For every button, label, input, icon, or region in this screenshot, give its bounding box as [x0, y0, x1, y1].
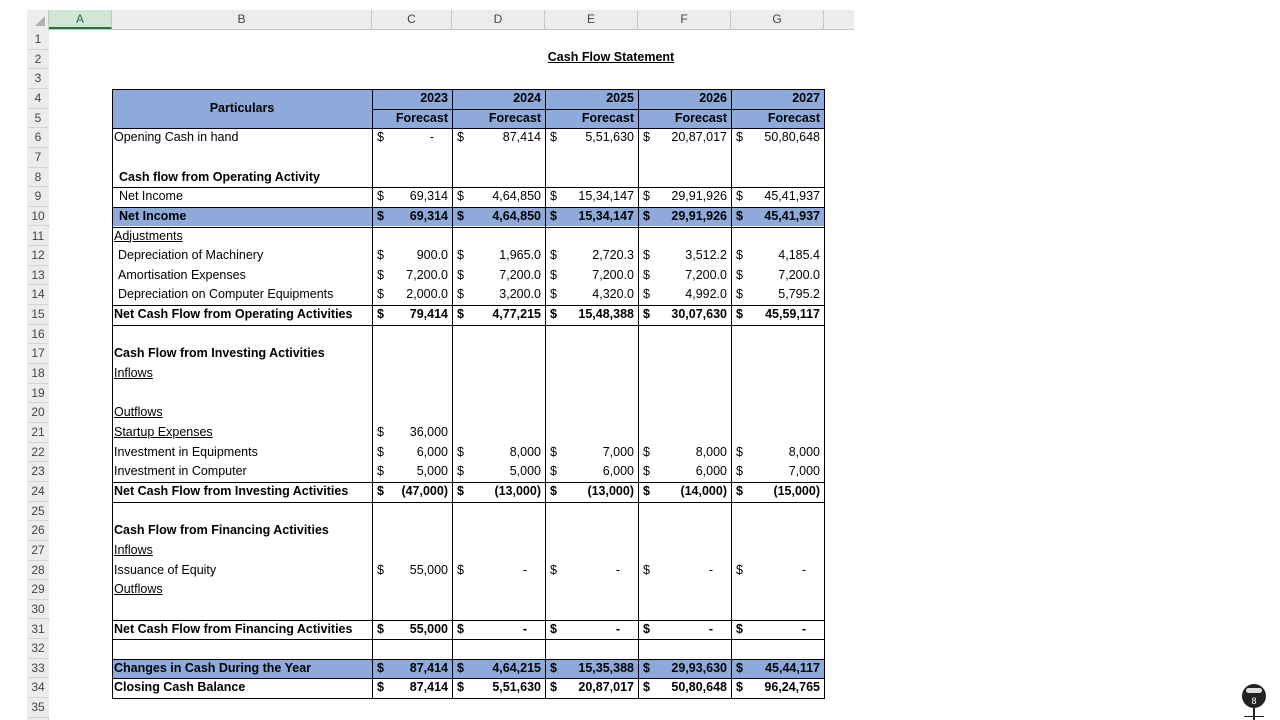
currency-sign-r14-c0: $ — [377, 287, 384, 302]
currency-sign-r12-c0: $ — [377, 248, 384, 263]
value-r28-c3[interactable]: - — [708, 562, 713, 577]
currency-sign-r31-c3: $ — [643, 621, 650, 636]
forecast-label-2026[interactable]: Forecast — [674, 110, 727, 125]
currency-sign-r9-c4: $ — [736, 189, 743, 204]
value-r31-c1[interactable]: - — [522, 621, 527, 636]
row-header-14[interactable]: 14 — [27, 285, 49, 305]
line-label-row-34[interactable]: Closing Cash Balance — [114, 680, 246, 695]
row-header-28[interactable]: 28 — [27, 561, 49, 581]
row-border-15 — [112, 305, 825, 306]
year-header-2027[interactable]: 2027 — [792, 90, 820, 105]
currency-sign-r23-c4: $ — [736, 464, 743, 479]
value-r9-c2[interactable]: 15,34,147 — [578, 189, 634, 204]
header-bottom-border — [112, 128, 825, 129]
value-r12-c3[interactable]: 3,512.2 — [685, 248, 727, 263]
line-label-row-9[interactable]: Net Income — [119, 189, 183, 204]
value-r28-c1[interactable]: - — [522, 562, 527, 577]
currency-sign-r22-c0: $ — [377, 444, 384, 459]
year-header-2026[interactable]: 2026 — [699, 90, 727, 105]
currency-sign-r12-c3: $ — [643, 248, 650, 263]
row-header-22[interactable]: 22 — [27, 443, 49, 463]
value-r12-c2[interactable]: 2,720.3 — [592, 248, 634, 263]
value-r31-c2[interactable]: - — [615, 621, 620, 636]
value-r34-c2[interactable]: 20,87,017 — [578, 680, 634, 695]
row-header-24[interactable]: 24 — [27, 482, 49, 502]
value-r6-c3[interactable]: 20,87,017 — [671, 130, 727, 145]
currency-sign-r22-c2: $ — [550, 444, 557, 459]
value-r34-c4[interactable]: 96,24,765 — [764, 680, 820, 695]
value-r23-c3[interactable]: 6,000 — [695, 464, 727, 479]
value-r22-c3[interactable]: 8,000 — [695, 444, 727, 459]
currency-sign-r31-c4: $ — [736, 621, 743, 636]
value-r33-c1[interactable]: 4,64,215 — [492, 660, 541, 675]
currency-sign-r31-c0: $ — [377, 621, 384, 636]
currency-sign-r33-c1: $ — [457, 660, 464, 675]
row-header-35[interactable]: 35 — [27, 698, 49, 718]
row-border-33 — [112, 659, 825, 660]
value-r10-c3[interactable]: 29,91,926 — [671, 208, 727, 223]
currency-sign-r14-c4: $ — [736, 287, 743, 302]
select-all-corner[interactable] — [27, 10, 49, 29]
line-label-row-15[interactable]: Net Cash Flow from Operating Activities — [114, 307, 353, 322]
line-label-row-13[interactable]: Amortisation Expenses — [118, 267, 246, 282]
col-border-372 — [372, 89, 373, 698]
value-r15-c0[interactable]: 79,414 — [409, 307, 448, 322]
value-r34-c1[interactable]: 5,51,630 — [492, 680, 541, 695]
line-label-row-6[interactable]: Opening Cash in hand — [114, 130, 239, 145]
column-header-f[interactable]: F — [638, 10, 731, 29]
currency-sign-r22-c4: $ — [736, 444, 743, 459]
particulars-header[interactable]: Particulars — [209, 100, 275, 115]
forecast-label-2023[interactable]: Forecast — [395, 110, 448, 125]
value-r14-c0[interactable]: 2,000.0 — [406, 287, 448, 302]
currency-sign-r13-c1: $ — [457, 267, 464, 282]
currency-sign-r10-c3: $ — [643, 208, 650, 223]
line-label-row-8[interactable]: Cash flow from Operating Activity — [119, 169, 320, 184]
col-border-545 — [545, 89, 546, 698]
currency-sign-r15-c4: $ — [736, 307, 743, 322]
col-border-638 — [638, 89, 639, 698]
value-r15-c4[interactable]: 45,59,117 — [765, 307, 820, 322]
year-forecast-divider — [372, 109, 825, 110]
row-header-13[interactable]: 13 — [27, 266, 49, 286]
currency-sign-r28-c1: $ — [457, 562, 464, 577]
row-header-31[interactable]: 31 — [27, 620, 49, 640]
value-r24-c3[interactable]: (14,000) — [680, 483, 727, 498]
currency-sign-r22-c1: $ — [457, 444, 464, 459]
value-r23-c1[interactable]: 5,000 — [509, 464, 541, 479]
value-r10-c2[interactable]: 15,34,147 — [578, 208, 634, 223]
currency-sign-r15-c0: $ — [377, 307, 384, 322]
currency-sign-r23-c2: $ — [550, 464, 557, 479]
row-header-4[interactable]: 4 — [27, 89, 49, 109]
row-header-18[interactable]: 18 — [27, 364, 49, 384]
row-border-9-top — [112, 187, 825, 188]
row-border-10 — [112, 207, 825, 208]
value-r33-c3[interactable]: 29,93,630 — [671, 660, 727, 675]
currency-sign-r28-c0: $ — [377, 562, 384, 577]
value-r6-c2[interactable]: 5,51,630 — [585, 130, 634, 145]
currency-sign-r22-c3: $ — [643, 444, 650, 459]
line-label-row-29[interactable]: Outflows — [114, 582, 163, 597]
currency-sign-r6-c3: $ — [643, 130, 650, 145]
value-r33-c0[interactable]: 87,414 — [409, 660, 448, 675]
row-header-15[interactable]: 15 — [27, 305, 49, 325]
row-header-2[interactable]: 2 — [27, 50, 49, 70]
currency-sign-r6-c4: $ — [736, 130, 743, 145]
badge-number: 8 — [1251, 696, 1257, 706]
value-r14-c3[interactable]: 4,992.0 — [685, 287, 727, 302]
value-r22-c4[interactable]: 8,000 — [788, 444, 820, 459]
column-header-g[interactable]: G — [731, 10, 824, 29]
value-r14-c1[interactable]: 3,200.0 — [499, 287, 541, 302]
row-header-20[interactable]: 20 — [27, 403, 49, 423]
badge-base — [1244, 716, 1264, 717]
year-header-2023[interactable]: 2023 — [420, 90, 448, 105]
currency-sign-r9-c2: $ — [550, 189, 557, 204]
value-r13-c2[interactable]: 7,200.0 — [592, 267, 634, 282]
line-label-row-24[interactable]: Net Cash Flow from Investing Activities — [114, 483, 349, 498]
value-r22-c2[interactable]: 7,000 — [602, 444, 634, 459]
currency-sign-r9-c3: $ — [643, 189, 650, 204]
value-r21-c0[interactable]: 36,000 — [409, 425, 448, 439]
currency-sign-r10-c0: $ — [377, 208, 384, 223]
value-r31-c4[interactable]: - — [801, 621, 806, 636]
row-header-29[interactable]: 29 — [27, 580, 49, 600]
line-label-row-23[interactable]: Investment in Computer — [114, 464, 247, 479]
statement-title[interactable]: Cash Flow Statement — [547, 50, 675, 64]
value-r15-c3[interactable]: 30,07,630 — [671, 307, 727, 322]
value-r34-c3[interactable]: 50,80,648 — [671, 680, 727, 695]
row-header-32[interactable]: 32 — [27, 639, 49, 659]
value-r13-c3[interactable]: 7,200.0 — [685, 267, 727, 282]
value-r23-c2[interactable]: 6,000 — [602, 464, 634, 479]
row-header-19[interactable]: 19 — [27, 384, 49, 404]
row-header-5[interactable]: 5 — [27, 109, 49, 129]
currency-sign-r6-c2: $ — [550, 130, 557, 145]
row-header-7[interactable]: 7 — [27, 148, 49, 168]
column-header-b[interactable]: B — [112, 10, 372, 29]
currency-sign-r15-c1: $ — [457, 307, 464, 322]
currency-sign-r33-c0: $ — [377, 660, 384, 675]
row-header-17[interactable]: 17 — [27, 344, 49, 364]
value-r9-c1[interactable]: 4,64,850 — [492, 189, 541, 204]
row-border-11 — [112, 227, 825, 228]
line-label-row-26[interactable]: Cash Flow from Financing Activities — [114, 523, 329, 538]
currency-sign-r24-c1: $ — [457, 483, 464, 498]
row-border-16 — [112, 325, 825, 326]
row-border-32 — [112, 639, 825, 640]
row-header-16[interactable]: 16 — [27, 325, 49, 345]
currency-sign-r23-c0: $ — [377, 464, 384, 479]
row-header-25[interactable]: 25 — [27, 502, 49, 522]
currency-sign-r14-c2: $ — [550, 287, 557, 302]
row-header-34[interactable]: 34 — [27, 678, 49, 698]
currency-sign-r13-c3: $ — [643, 267, 650, 282]
currency-sign-r10-c1: $ — [457, 208, 464, 223]
value-r24-c4[interactable]: (15,000) — [773, 483, 820, 498]
currency-sign-r24-c0: $ — [377, 483, 384, 498]
row-header-11[interactable]: 11 — [27, 227, 49, 247]
col-border-452 — [452, 89, 453, 698]
value-r9-c4[interactable]: 45,41,937 — [764, 189, 820, 204]
currency-sign-r15-c2: $ — [550, 307, 557, 322]
value-r22-c1[interactable]: 8,000 — [509, 444, 541, 459]
table-top-border — [112, 89, 825, 90]
value-r10-c4[interactable]: 45,41,937 — [764, 208, 820, 223]
line-label-row-11[interactable]: Adjustments — [114, 228, 183, 243]
value-r6-c1[interactable]: 87,414 — [502, 130, 541, 145]
currency-sign-r24-c3: $ — [643, 483, 650, 498]
value-r9-c3[interactable]: 29,91,926 — [671, 189, 727, 204]
currency-sign-r10-c2: $ — [550, 208, 557, 223]
line-label-row-27[interactable]: Inflows — [114, 542, 153, 557]
column-header-c[interactable]: C — [372, 10, 452, 29]
line-label-row-22[interactable]: Investment in Equipments — [114, 444, 258, 459]
table-right-border — [824, 89, 825, 698]
line-label-row-28[interactable]: Issuance of Equity — [114, 562, 217, 577]
currency-sign-r12-c1: $ — [457, 248, 464, 263]
value-r33-c2[interactable]: 15,35,388 — [578, 660, 634, 675]
value-r12-c1[interactable]: 1,965.0 — [499, 248, 541, 263]
value-r24-c1[interactable]: (13,000) — [494, 483, 541, 498]
currency-sign-r14-c1: $ — [457, 287, 464, 302]
value-r28-c4[interactable]: - — [801, 562, 806, 577]
row-border-31 — [112, 620, 825, 621]
year-header-2025[interactable]: 2025 — [606, 90, 634, 105]
row-border-34 — [112, 678, 825, 679]
value-r12-c0[interactable]: 900.0 — [416, 248, 448, 263]
line-label-row-12[interactable]: Depreciation of Machinery — [118, 248, 264, 263]
value-r28-c0[interactable]: 55,000 — [409, 562, 448, 577]
currency-sign-r13-c0: $ — [377, 267, 384, 282]
assistant-badge-icon[interactable] — [1242, 684, 1266, 708]
currency-sign-r28-c2: $ — [550, 562, 557, 577]
row-header-8[interactable]: 8 — [27, 168, 49, 188]
currency-sign-r24-c2: $ — [550, 483, 557, 498]
line-label-row-10[interactable]: Net Income — [119, 208, 187, 223]
currency-sign-r34-c0: $ — [377, 680, 384, 695]
row-header-26[interactable]: 26 — [27, 521, 49, 541]
value-r10-c0[interactable]: 69,314 — [409, 208, 448, 223]
row-border-24 — [112, 482, 825, 483]
currency-sign-r10-c4: $ — [736, 208, 743, 223]
row-header-1[interactable]: 1 — [27, 30, 49, 50]
value-r13-c4[interactable]: 7,200.0 — [778, 267, 820, 282]
currency-sign-r9-c1: $ — [457, 189, 464, 204]
column-header-e[interactable]: E — [545, 10, 638, 29]
value-r23-c4[interactable]: 7,000 — [788, 464, 820, 479]
value-r12-c4[interactable]: 4,185.4 — [778, 248, 820, 263]
row-header-10[interactable]: 10 — [27, 207, 49, 227]
currency-sign-r13-c2: $ — [550, 267, 557, 282]
currency-sign-r13-c4: $ — [736, 267, 743, 282]
currency-sign-r34-c4: $ — [736, 680, 743, 695]
currency-sign-r31-c2: $ — [550, 621, 557, 636]
currency-sign-r33-c4: $ — [736, 660, 743, 675]
value-r6-c0[interactable]: - — [429, 130, 434, 145]
badge-stand — [1253, 708, 1255, 720]
currency-sign-r12-c4: $ — [736, 248, 743, 263]
row-header-9[interactable]: 9 — [27, 187, 49, 207]
col-border-731 — [731, 89, 732, 698]
forecast-label-2025[interactable]: Forecast — [581, 110, 634, 125]
row-header-30[interactable]: 30 — [27, 600, 49, 620]
currency-sign-r12-c2: $ — [550, 248, 557, 263]
line-label-row-17[interactable]: Cash Flow from Investing Activities — [114, 346, 325, 361]
currency-sign-r28-c4: $ — [736, 562, 743, 577]
table-left-border — [112, 89, 113, 698]
currency-sign-r33-c3: $ — [643, 660, 650, 675]
currency-sign-r34-c3: $ — [643, 680, 650, 695]
forecast-label-2024[interactable]: Forecast — [488, 110, 541, 125]
value-r31-c3[interactable]: - — [708, 621, 713, 636]
value-r13-c1[interactable]: 7,200.0 — [499, 267, 541, 282]
currency-sign-r31-c1: $ — [457, 621, 464, 636]
value-r24-c0[interactable]: (47,000) — [401, 483, 448, 498]
value-r23-c0[interactable]: 5,000 — [416, 464, 448, 479]
value-r15-c2[interactable]: 15,48,388 — [578, 307, 634, 322]
row-header-3[interactable]: 3 — [27, 69, 49, 89]
line-label-row-20[interactable]: Outflows — [114, 405, 163, 420]
currency-sign-r6-c0: $ — [377, 130, 384, 145]
forecast-label-2027[interactable]: Forecast — [767, 110, 820, 125]
currency-sign-r21-c0: $ — [377, 425, 384, 439]
currency-sign-r6-c1: $ — [457, 130, 464, 145]
value-r15-c1[interactable]: 4,77,215 — [492, 307, 541, 322]
line-label-row-18[interactable]: Inflows — [114, 366, 153, 381]
currency-sign-r23-c1: $ — [457, 464, 464, 479]
value-r13-c0[interactable]: 7,200.0 — [406, 267, 448, 282]
value-r14-c4[interactable]: 5,795.2 — [778, 287, 820, 302]
row-header-27[interactable]: 27 — [27, 541, 49, 561]
value-r9-c0[interactable]: 69,314 — [409, 189, 448, 204]
currency-sign-r33-c2: $ — [550, 660, 557, 675]
currency-sign-r14-c3: $ — [643, 287, 650, 302]
value-r10-c1[interactable]: 4,64,850 — [492, 208, 541, 223]
currency-sign-r34-c1: $ — [457, 680, 464, 695]
line-label-row-14[interactable]: Depreciation on Computer Equipments — [118, 287, 334, 302]
value-r28-c2[interactable]: - — [615, 562, 620, 577]
line-label-row-31[interactable]: Net Cash Flow from Financing Activities — [114, 621, 353, 636]
currency-sign-r9-c0: $ — [377, 189, 384, 204]
row-border-25 — [112, 502, 825, 503]
value-r6-c4[interactable]: 50,80,648 — [764, 130, 820, 145]
row-header-23[interactable]: 23 — [27, 462, 49, 482]
row-header-6[interactable]: 6 — [27, 128, 49, 148]
value-r31-c0[interactable]: 55,000 — [409, 621, 448, 636]
currency-sign-r24-c4: $ — [736, 483, 743, 498]
value-r22-c0[interactable]: 6,000 — [416, 444, 448, 459]
value-r33-c4[interactable]: 45,44,117 — [765, 660, 820, 675]
value-r14-c2[interactable]: 4,320.0 — [592, 287, 634, 302]
currency-sign-r15-c3: $ — [643, 307, 650, 322]
row-header-12[interactable]: 12 — [27, 246, 49, 266]
row-header-21[interactable]: 21 — [27, 423, 49, 443]
currency-sign-r23-c3: $ — [643, 464, 650, 479]
row-header-33[interactable]: 33 — [27, 659, 49, 679]
currency-sign-r28-c3: $ — [643, 562, 650, 577]
value-r34-c0[interactable]: 87,414 — [409, 680, 448, 695]
line-label-row-33[interactable]: Changes in Cash During the Year — [114, 660, 312, 675]
year-header-2024[interactable]: 2024 — [513, 90, 541, 105]
column-header-d[interactable]: D — [452, 10, 545, 29]
row-border-35 — [112, 698, 825, 699]
column-header-a[interactable]: A — [49, 10, 112, 29]
currency-sign-r34-c2: $ — [550, 680, 557, 695]
line-label-row-21[interactable]: Startup Expenses — [114, 425, 213, 439]
value-r24-c2[interactable]: (13,000) — [587, 483, 634, 498]
